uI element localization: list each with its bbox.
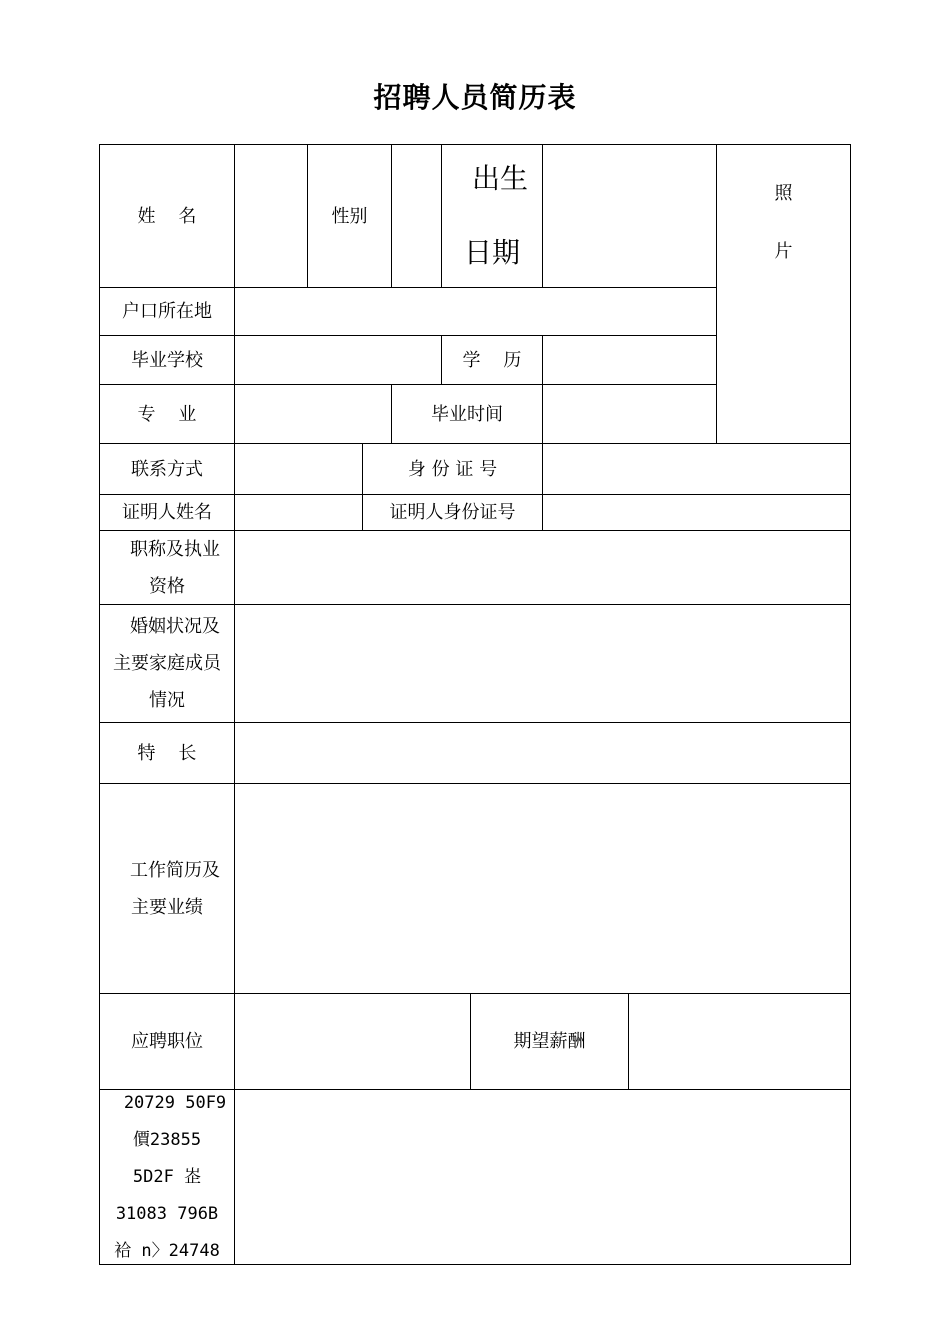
marital-label [99, 604, 235, 723]
position-field[interactable] [234, 993, 471, 1090]
work-history-label-line2: 主要业绩 [131, 896, 203, 918]
garbled-label-line4: 31083 796B [115, 1203, 219, 1224]
page-title: 招聘人员简历表 [373, 81, 577, 114]
photo-area[interactable] [716, 144, 851, 444]
marital-label-line2: 主要家庭成员 [113, 653, 221, 674]
referee-name-label: 证明人姓名 [99, 494, 235, 531]
referee-id-label: 证明人身份证号 [362, 494, 543, 531]
salary-label: 期望薪酬 [470, 993, 629, 1090]
garbled-label-line5: 袷 n〉24748 [114, 1240, 220, 1261]
major-field[interactable] [234, 384, 392, 444]
contact-label: 联系方式 [99, 443, 235, 495]
garbled-label-line3: 5D2F 峜 [132, 1166, 202, 1187]
title-cert-label-line1: 职称及执业 [130, 538, 220, 560]
garbled-field[interactable] [234, 1089, 851, 1265]
specialty-label: 特 长 [99, 722, 235, 784]
work-history-label-line1: 工作简历及 [130, 859, 220, 881]
school-label: 毕业学校 [99, 335, 235, 385]
grad-time-label: 毕业时间 [391, 384, 543, 444]
work-history-label [99, 783, 235, 994]
referee-name-field[interactable] [234, 494, 363, 531]
id-number-field[interactable] [542, 443, 851, 495]
garbled-label [99, 1089, 235, 1265]
birth-date-label [441, 144, 543, 288]
hukou-field[interactable] [234, 287, 717, 336]
grad-time-field[interactable] [542, 384, 717, 444]
position-label: 应聘职位 [99, 993, 235, 1090]
birth-date-label-line1: 出生 [471, 162, 528, 195]
name-field[interactable] [234, 144, 308, 288]
school-field[interactable] [234, 335, 442, 385]
major-label: 专 业 [99, 384, 235, 444]
education-label: 学 历 [441, 335, 543, 385]
hukou-label: 户口所在地 [99, 287, 235, 336]
garbled-label-line1: 20729 50F9 [123, 1092, 227, 1113]
id-number-label: 身 份 证 号 [362, 443, 543, 495]
photo-label-line2: 片 [774, 241, 793, 262]
birth-date-label-line2: 日期 [463, 236, 520, 269]
title-cert-label-line2: 资格 [149, 575, 185, 597]
marital-field[interactable] [234, 604, 851, 723]
title-cert-field[interactable] [234, 530, 851, 605]
gender-label: 性别 [307, 144, 392, 288]
photo-label-line1: 照 [774, 183, 793, 204]
birth-date-field[interactable] [542, 144, 717, 288]
work-history-field[interactable] [234, 783, 851, 994]
marital-label-line1: 婚姻状况及 [130, 616, 220, 637]
gender-field[interactable] [391, 144, 442, 288]
title-cert-label [99, 530, 235, 605]
garbled-label-line2: 價23855 [132, 1129, 202, 1150]
contact-field[interactable] [234, 443, 363, 495]
education-field[interactable] [542, 335, 717, 385]
salary-field[interactable] [628, 993, 851, 1090]
specialty-field[interactable] [234, 722, 851, 784]
referee-id-field[interactable] [542, 494, 851, 531]
name-label: 姓 名 [99, 144, 235, 288]
marital-label-line3: 情况 [149, 690, 185, 711]
